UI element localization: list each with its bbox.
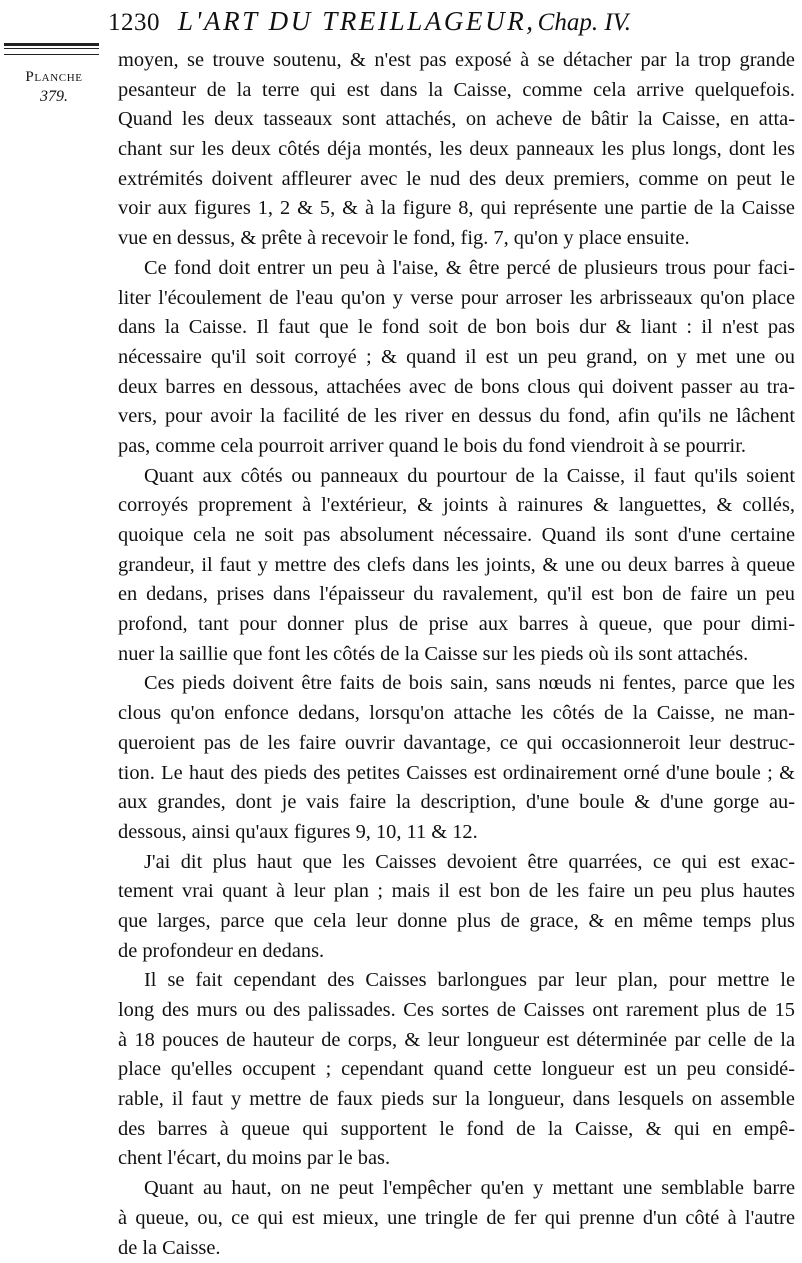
text-line: Quant aux côtés ou panneaux du pourtour de la Caisse, il faut qu'ils soient — [118, 462, 795, 492]
paragraph — [118, 254, 795, 462]
text-line: place qu'elles occupent ; cependant quand cette longueur est un peu considé- — [118, 1055, 795, 1085]
text-line: grandeur, il faut y mettre des clefs dans les joints, & une ou deux barres à queue — [118, 551, 795, 581]
text-line: long des murs ou des palissades. Ces sortes de Caisses ont rarement plus de 15 — [118, 996, 795, 1026]
text-line: profond, tant pour donner plus de prise aux barres à queue, que pour dimi- — [118, 610, 795, 640]
text-line: pesanteur de la terre qui est dans la Caisse, comme cela arrive quelquefois. — [118, 76, 795, 106]
paragraph — [118, 848, 795, 967]
text-line: quoique cela ne soit pas absolument nécessaire. Quand ils sont d'une certaine — [118, 521, 795, 551]
text-line: dessous, ainsi qu'aux figures 9, 10, 11 & 12. — [118, 818, 795, 848]
plate-number: 379. — [8, 88, 100, 106]
text-line: J'ai dit plus haut que les Caisses devoient être quarrées, ce qui est exac- — [118, 848, 795, 878]
text-line: en dedans, prises dans l'épaisseur du ravalement, qu'il est bon de faire un peu — [118, 580, 795, 610]
paragraph — [118, 46, 795, 254]
body-text — [118, 46, 795, 1263]
text-line: moyen, se trouve soutenu, & n'est pas exposé à se détacher par la trop grande — [118, 46, 795, 76]
chapter-label: Chap. IV. — [538, 9, 631, 37]
paragraph — [118, 669, 795, 847]
text-line: rable, il faut y mettre de faux pieds sur la longueur, dans lesquels on assemble — [118, 1085, 795, 1115]
text-line: Quant au haut, on ne peut l'empêcher qu'en y mettant une semblable barre — [118, 1174, 795, 1204]
text-line: liter l'écoulement de l'eau qu'on y verse pour arroser les arbrisseaux qu'on place — [118, 284, 795, 314]
plate-label: Planche — [8, 66, 100, 88]
text-line: de profondeur en dedans. — [118, 937, 795, 967]
text-line: que larges, parce que cela leur donne plus de grace, & en même temps plus — [118, 907, 795, 937]
text-line: nécessaire qu'il soit corroyé ; & quand il est un peu grand, on y met une ou — [118, 343, 795, 373]
text-line: chant sur les deux côtés déja montés, les deux panneaux les plus longs, dont les — [118, 135, 795, 165]
page-number: 1230 — [108, 9, 160, 37]
paragraph — [118, 462, 795, 670]
text-line: voir aux figures 1, 2 & 5, & à la figure 8, qui représente une partie de la Caisse — [118, 194, 795, 224]
text-line: nuer la saillie que font les côtés de la Caisse sur les pieds où ils sont attachés. — [118, 640, 795, 670]
running-title: L'ART DU TREILLAGEUR, — [178, 6, 536, 37]
text-line: corroyés proprement à l'extérieur, & joints à rainures & languettes, & collés, — [118, 491, 795, 521]
text-line: clous qu'on enfonce dedans, lorsqu'on attache les côtés de la Caisse, ne man- — [118, 699, 795, 729]
paragraph — [118, 966, 795, 1174]
text-line: vers, pour avoir la facilité de les river en dessus du fond, afin qu'ils ne lâchent — [118, 402, 795, 432]
running-header — [108, 6, 798, 40]
text-line: aux grandes, dont je vais faire la description, d'une boule & d'une gorge au- — [118, 788, 795, 818]
text-line: queroient pas de les faire ouvrir davantage, ce qui occasionneroit leur destruc- — [118, 729, 795, 759]
text-line: des barres à queue qui supportent le fond de la Caisse, & qui en empê- — [118, 1115, 795, 1145]
text-line: tion. Le haut des pieds des petites Caisses est ordinairement orné d'une boule ; & — [118, 759, 795, 789]
text-line: dans la Caisse. Il faut que le fond soit de bon bois dur & liant : il n'est pas — [118, 313, 795, 343]
text-line: à queue, ou, ce qui est mieux, une tringle de fer qui prenne d'un côté à l'autre — [118, 1204, 795, 1234]
margin-rule — [4, 43, 99, 55]
text-line: Quand les deux tasseaux sont attachés, on acheve de bâtir la Caisse, en atta- — [118, 105, 795, 135]
text-line: de la Caisse. — [118, 1234, 795, 1263]
text-line: Ce fond doit entrer un peu à l'aise, & être percé de plusieurs trous pour faci- — [118, 254, 795, 284]
text-line: deux barres en dessous, attachées avec de bons clous qui doivent passer au tra- — [118, 373, 795, 403]
text-line: Il se fait cependant des Caisses barlongues par leur plan, pour mettre le — [118, 966, 795, 996]
text-line: tement vrai quant à leur plan ; mais il est bon de les faire un peu plus hautes — [118, 877, 795, 907]
paragraph — [118, 1174, 795, 1263]
text-line: pas, comme cela pourroit arriver quand le bois du fond viendroit à se pourrir. — [118, 432, 795, 462]
text-line: Ces pieds doivent être faits de bois sain, sans nœuds ni fentes, parce que les — [118, 669, 795, 699]
text-line: extrémités doivent affleurer avec le nud des deux premiers, comme on peut le — [118, 165, 795, 195]
text-line: à 18 pouces de hauteur de corps, & leur longueur est déterminée par celle de la — [118, 1026, 795, 1056]
text-line: vue en dessus, & prête à recevoir le fond, fig. 7, qu'on y place ensuite. — [118, 224, 795, 254]
text-line: chent l'écart, du moins par le bas. — [118, 1144, 795, 1174]
